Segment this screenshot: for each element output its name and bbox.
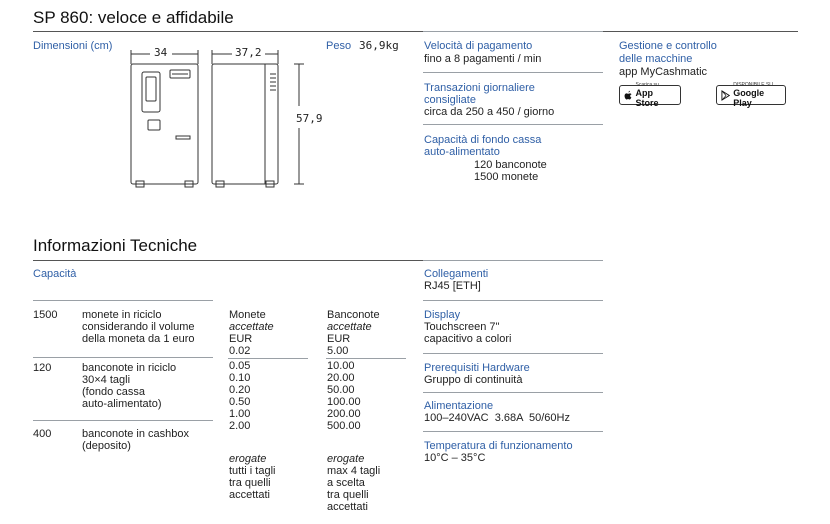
right-rule-3 (423, 392, 603, 393)
capacity-qty: 120 (33, 362, 52, 374)
capacity-qty: 400 (33, 428, 52, 440)
depth-value: 37,2 (235, 46, 262, 59)
notes-accepted-column: Banconote accettate EUR 5.00 (327, 309, 380, 357)
connections-label: Collegamenti (424, 268, 489, 280)
notes-values: 10.00 20.00 50.00 100.00 200.00 500.00 (327, 360, 361, 432)
display-label: Display (424, 309, 461, 321)
float-value-notes: 120 banconote (474, 159, 547, 171)
app-store-text: App Store (635, 87, 659, 108)
hardware-label: Prerequisiti Hardware (424, 362, 530, 374)
capacity-label: Capacità (33, 268, 77, 280)
speed-value: fino a 8 pagamenti / min (424, 53, 542, 65)
weight-value: 36,9kg (359, 39, 399, 52)
float-value-coins: 1500 monete (474, 171, 539, 183)
right-rule-4 (423, 431, 603, 432)
right-top-rule (423, 260, 603, 261)
capacity-desc: monete in riciclo considerando il volume della moneta da 1 euro (82, 309, 195, 345)
weight-label: Peso (326, 40, 352, 52)
google-play-icon (721, 90, 730, 101)
app-store-small-text: Scarica su (635, 81, 659, 88)
management-label-1: Gestione e controllo (619, 40, 717, 52)
app-store-badge[interactable] (619, 81, 681, 108)
google-play-badge[interactable] (716, 81, 786, 108)
transactions-value: circa da 250 a 450 / giorno (424, 106, 555, 118)
float-label: Capacità di fondo cassa auto-alimentato (424, 134, 542, 158)
speed-label: Velocità di pagamento (424, 40, 533, 52)
capacity-rule-2 (33, 420, 213, 421)
coins-accepted-column: Monete accettate EUR 0.02 (229, 309, 274, 357)
display-value-1: Touchscreen 7" (424, 321, 500, 333)
coins-values: 0.05 0.10 0.20 0.50 1.00 2.00 (229, 360, 251, 432)
machine-drawing (120, 44, 320, 194)
notes-dispensed: erogate max 4 tagli a scelta tra quelli accettati (327, 453, 381, 513)
google-play-small-text: DISPONIBILE SU (733, 81, 773, 88)
width-value: 34 (154, 46, 168, 59)
coins-dispensed: erogate tutti i tagli tra quelli accettati (229, 453, 276, 501)
capacity-desc: banconote in riciclo 30×4 tagli (fondo cassa auto-alimentato) (82, 362, 177, 410)
page-title: SP 860: veloce e affidabile (33, 8, 234, 27)
capacity-desc: banconote in cashbox (deposito) (82, 428, 190, 452)
capacity-rule-top (33, 300, 213, 301)
mid-rule-1 (423, 72, 603, 73)
management-label-2: delle macchine (619, 53, 693, 65)
connections-value: RJ45 [ETH] (424, 280, 481, 292)
mid-rule-2 (423, 124, 603, 125)
capacity-rule-1 (33, 357, 213, 358)
right-rule-1 (423, 300, 603, 301)
mid-top-rule (423, 31, 603, 32)
temperature-label: Temperatura di funzionamento (424, 440, 573, 452)
coins-rule (228, 358, 308, 359)
right-rule-2 (423, 353, 603, 354)
temperature-value: 10°C – 35°C (424, 452, 486, 464)
height-value: 57,9 (296, 112, 323, 125)
hardware-value: Gruppo di continuità (424, 374, 523, 386)
power-value: 100–240VAC 3.68A 50/60Hz (424, 412, 570, 424)
tech-title: Informazioni Tecniche (33, 236, 198, 255)
capacity-qty: 1500 (33, 309, 58, 321)
header-divider (33, 31, 798, 32)
notes-rule (326, 358, 406, 359)
management-app: app MyCashmatic (619, 66, 708, 78)
google-play-text: Google Play (733, 87, 765, 108)
dimensions-label: Dimensioni (cm) (33, 40, 113, 52)
display-value-2: capacitivo a colori (424, 333, 512, 345)
apple-icon (624, 90, 632, 101)
transactions-label: Transazioni giornaliere consigliate (424, 82, 535, 106)
power-label: Alimentazione (424, 400, 494, 412)
